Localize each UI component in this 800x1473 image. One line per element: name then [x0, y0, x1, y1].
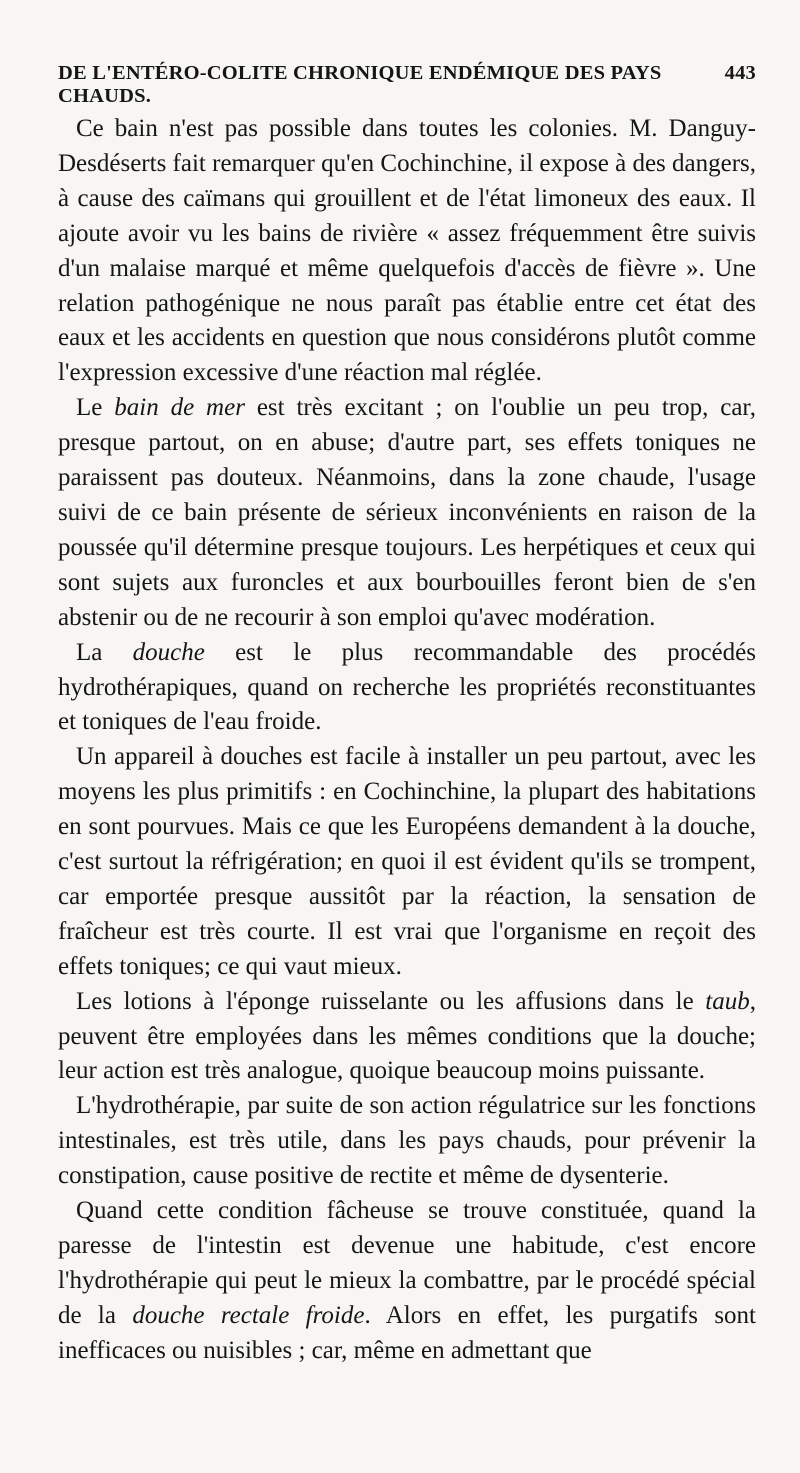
- paragraph: [58, 740, 756, 984]
- paragraph: [58, 985, 756, 1090]
- text-run: Le: [76, 394, 115, 422]
- italic-term: taub: [705, 987, 750, 1015]
- text-run: Les lotions à l'éponge ruisselante ou les affusions dans le: [76, 987, 706, 1015]
- paragraph: [58, 1194, 756, 1369]
- running-head: [58, 62, 756, 108]
- italic-term: bain de mer: [114, 394, 245, 422]
- text-run: Quand cette condition fâcheuse se trouve constituée, quand la paresse de l'intestin est devenue une habitude, c'est encore l'hydrothérapie qui peut le mieux la combattre, par le procédé spécial de la: [58, 1197, 756, 1329]
- text-run: , peuvent être employées dans les mêmes conditions que la douche; leur action est très analogue, quoique beaucoup moins puissante.: [58, 987, 756, 1085]
- text-run: L'hydrothérapie, par suite de son action régulatrice sur les fonctions intestinales, est très utile, dans les pays chauds, pour prévenir la constipation, cause positive de rectite et même de dysenterie.: [58, 1092, 756, 1190]
- italic-term: douche: [132, 638, 205, 666]
- text-run: . Alors en effet, les purgatifs sont inefficaces ou nuisibles ; car, même en admettant que: [58, 1301, 756, 1364]
- paragraph: [58, 112, 756, 391]
- page-number: 443: [724, 62, 756, 84]
- paragraph: [58, 1089, 756, 1194]
- body-text: [58, 112, 756, 1369]
- text-run: La: [76, 638, 133, 666]
- text-run: Ce bain n'est pas possible dans toutes les colonies. M. Danguy-Desdéserts fait remarquer qu'en Cochinchine, il expose à des dangers, à cause des caïmans qui grouillent et de l'état limoneux des eaux. Il ajoute avoir vu les bains de rivière « assez fréquemment être suivis d'un malaise marqué et même quelquefois d'accès de fièvre ». Une relation pathogénique ne nous paraît pas établie entre cet état des eaux et les accidents en question que nous considérons plutôt comme l'expression excessive d'une réaction mal réglée.: [58, 115, 757, 387]
- text-run: est très excitant ; on l'oublie un peu trop, car, presque partout, on en abuse; d'autre part, ses effets toniques ne paraissent pas douteux. Néanmoins, dans la zone chaude, l'usage suivi de ce bain présente de sérieux inconvénients en raison de la poussée qu'il détermine presque toujours. Les herpétiques et ceux qui sont sujets aux furoncles et aux bourbouilles feront bien de s'en abstenir ou de ne recourir à son emploi qu'avec modération.: [58, 394, 756, 631]
- text-run: est le plus recommandable des procédés hydrothérapiques, quand on recherche les propriétés reconstituantes et toniques de l'eau froide.: [58, 638, 756, 736]
- italic-term: douche rectale froide: [132, 1301, 365, 1329]
- paragraph: [58, 391, 756, 635]
- text-run: Un appareil à douches est facile à installer un peu partout, avec les moyens les plus primitifs : en Cochinchine, la plupart des habitations en sont pourvues. Mais ce que les Européens demandent à la douche, c'est surtout la réfrigération; en quoi il est évident qu'ils se trompent, car emportée presque aussitôt par la réaction, la sensation de fraîcheur est très courte. Il est vrai que l'organisme en reçoit des effets toniques; ce qui vaut mieux.: [58, 743, 756, 980]
- paragraph: [58, 636, 756, 741]
- running-title: DE L'ENTÉRO-COLITE CHRONIQUE ENDÉMIQUE DES PAYS CHAUDS.: [58, 62, 662, 107]
